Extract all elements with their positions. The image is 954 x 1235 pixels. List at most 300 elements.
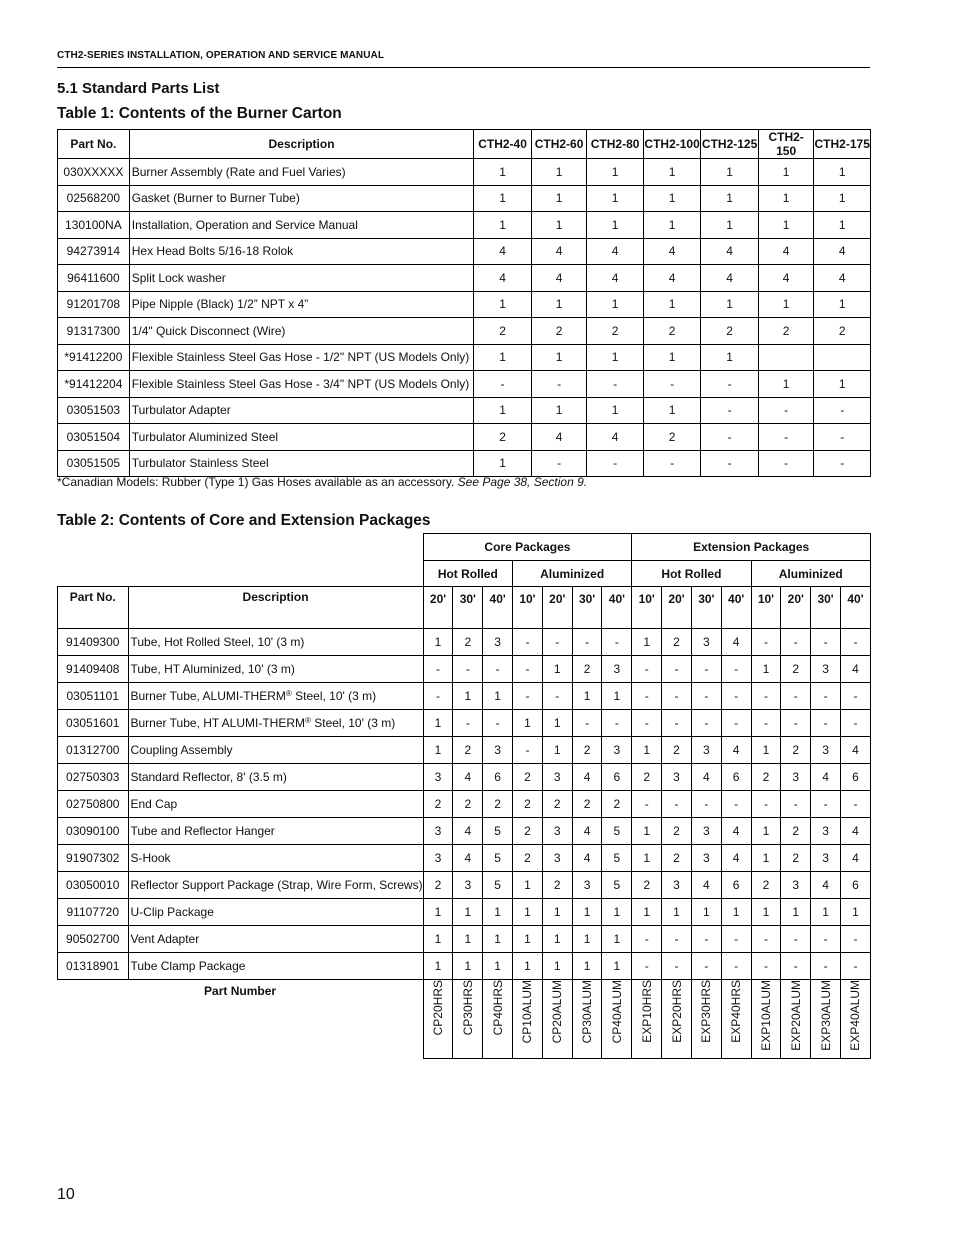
quantity: 1	[643, 159, 701, 186]
quantity: 5	[483, 845, 513, 872]
quantity: 1	[423, 953, 453, 980]
quantity: -	[751, 953, 781, 980]
quantity: 1	[542, 899, 572, 926]
part-number: 03051504	[58, 424, 130, 451]
package-part-number-text: EXP10ALUM	[758, 980, 773, 1051]
quantity: 2	[701, 318, 759, 345]
quantity: 1	[602, 683, 632, 710]
description: Hex Head Bolts 5/16-18 Rolok	[129, 238, 474, 265]
quantity: 1	[758, 159, 814, 186]
quantity: -	[632, 791, 662, 818]
quantity: 1	[587, 344, 644, 371]
quantity: 1	[701, 185, 759, 212]
quantity: 1	[662, 899, 692, 926]
quantity: 4	[721, 845, 751, 872]
part-number: 03051503	[58, 397, 130, 424]
quantity: 1	[751, 656, 781, 683]
quantity: 2	[632, 764, 662, 791]
description: Burner Assembly (Rate and Fuel Varies)	[129, 159, 474, 186]
package-part-number-text: EXP40ALUM	[848, 980, 863, 1051]
length-header: 40'	[602, 587, 632, 629]
quantity: 4	[531, 238, 587, 265]
quantity: 3	[691, 737, 721, 764]
quantity: 3	[811, 818, 841, 845]
table2-length-row	[58, 587, 871, 629]
table1-title: Table 1: Contents of the Burner Carton	[57, 105, 342, 122]
package-part-number-text: EXP30HRS	[699, 980, 714, 1043]
quantity: -	[513, 737, 543, 764]
quantity: 1	[423, 899, 453, 926]
table-row	[58, 424, 871, 451]
part-number: 91907302	[58, 845, 129, 872]
quantity: -	[814, 450, 871, 477]
quantity: 2	[662, 845, 692, 872]
description-text: Standard Reflector, 8' (3.5 m)	[130, 770, 287, 784]
table1-col-header: CTH2-100	[643, 130, 701, 159]
table-row	[58, 656, 871, 683]
description-text: U-Clip Package	[130, 905, 214, 919]
description	[128, 710, 423, 737]
quantity: -	[751, 683, 781, 710]
quantity: 2	[643, 424, 701, 451]
quantity: -	[423, 683, 453, 710]
part-number: 03050010	[58, 872, 129, 899]
quantity: 2	[453, 791, 483, 818]
description-tail: Steel, 10' (3 m)	[310, 716, 396, 730]
quantity: 6	[721, 872, 751, 899]
quantity: 2	[781, 818, 811, 845]
quantity: -	[758, 397, 814, 424]
package-part-number	[602, 980, 632, 1059]
description-text: S-Hook	[130, 851, 171, 865]
quantity: -	[811, 926, 841, 953]
part-number: *91412204	[58, 371, 130, 398]
quantity: 2	[513, 764, 543, 791]
quantity: 3	[691, 818, 721, 845]
length-header: 10'	[632, 587, 662, 629]
quantity: 1	[474, 212, 532, 239]
registered-mark: ®	[285, 689, 292, 698]
package-part-number	[721, 980, 751, 1059]
quantity: 2	[751, 764, 781, 791]
quantity: 1	[453, 926, 483, 953]
description-text: Reflector Support Package (Strap, Wire Form, Screws)	[130, 878, 423, 892]
description: Pipe Nipple (Black) 1/2” NPT x 4”	[129, 291, 474, 318]
quantity: -	[474, 371, 532, 398]
quantity: 2	[814, 318, 871, 345]
length-header: 30'	[691, 587, 721, 629]
quantity: -	[814, 397, 871, 424]
running-header-text: CTH2-SERIES INSTALLATION, OPERATION AND SERVICE MANUAL	[57, 50, 385, 61]
description-header: Description	[128, 587, 423, 629]
package-part-number	[513, 980, 543, 1059]
description: 1/4" Quick Disconnect (Wire)	[129, 318, 474, 345]
quantity: 1	[474, 159, 532, 186]
quantity: 1	[814, 185, 871, 212]
quantity: 2	[662, 737, 692, 764]
table-row	[58, 899, 871, 926]
package-part-number-text: CP40HRS	[490, 980, 505, 1036]
quantity: -	[602, 629, 632, 656]
quantity: 4	[453, 845, 483, 872]
quantity: 1	[531, 397, 587, 424]
table1-col-header: Description	[129, 130, 474, 159]
table1-col-header: CTH2-80	[587, 130, 644, 159]
quantity: -	[453, 656, 483, 683]
quantity: 1	[643, 344, 701, 371]
quantity: 1	[453, 953, 483, 980]
package-part-number	[483, 980, 513, 1059]
description-text: Tube Clamp Package	[130, 959, 246, 973]
quantity: 1	[701, 212, 759, 239]
quantity: 4	[701, 265, 759, 292]
quantity: 1	[814, 212, 871, 239]
quantity: 5	[602, 845, 632, 872]
core-packages-header: Core Packages	[423, 534, 632, 561]
quantity: 1	[542, 926, 572, 953]
quantity: 1	[474, 397, 532, 424]
quantity: 1	[572, 683, 602, 710]
burner-carton-table	[57, 129, 871, 477]
length-header: 10'	[751, 587, 781, 629]
description-tail: Steel, 10' (3 m)	[291, 689, 377, 703]
quantity: -	[840, 953, 870, 980]
table1-col-header: CTH2-150	[758, 130, 814, 159]
description-text: Burner Tube, HT ALUMI-THERM	[130, 716, 305, 730]
quantity: -	[662, 683, 692, 710]
description-text: Coupling Assembly	[130, 743, 233, 757]
quantity: -	[811, 791, 841, 818]
quantity: 1	[513, 953, 543, 980]
quantity: 1	[632, 818, 662, 845]
table-row	[58, 318, 871, 345]
quantity: 2	[531, 318, 587, 345]
description-text: End Cap	[130, 797, 178, 811]
quantity: 3	[691, 845, 721, 872]
quantity: 1	[587, 159, 644, 186]
length-header: 40'	[840, 587, 870, 629]
length-header: 20'	[781, 587, 811, 629]
quantity: 1	[811, 899, 841, 926]
quantity: -	[572, 629, 602, 656]
part-number: *91412200	[58, 344, 130, 371]
table-row	[58, 764, 871, 791]
quantity: -	[781, 953, 811, 980]
table-row	[58, 791, 871, 818]
quantity: 1	[632, 899, 662, 926]
table-row	[58, 291, 871, 318]
quantity: 1	[751, 899, 781, 926]
quantity: -	[840, 629, 870, 656]
quantity: 1	[531, 344, 587, 371]
quantity: 1	[513, 899, 543, 926]
quantity: -	[781, 926, 811, 953]
table1-body	[58, 159, 871, 477]
quantity: 4	[721, 737, 751, 764]
quantity: 2	[542, 791, 572, 818]
quantity: -	[840, 926, 870, 953]
quantity: 1	[632, 845, 662, 872]
table-row	[58, 265, 871, 292]
quantity: 4	[587, 424, 644, 451]
description	[128, 845, 423, 872]
part-number: 01318901	[58, 953, 129, 980]
quantity: 6	[602, 764, 632, 791]
table-row	[58, 818, 871, 845]
quantity: 3	[662, 872, 692, 899]
part-number: 91107720	[58, 899, 129, 926]
package-part-number	[691, 980, 721, 1059]
quantity: 1	[814, 291, 871, 318]
quantity: -	[691, 926, 721, 953]
quantity: 5	[483, 872, 513, 899]
quantity: -	[691, 791, 721, 818]
quantity: 3	[811, 737, 841, 764]
description: Turbulator Stainless Steel	[129, 450, 474, 477]
quantity: 2	[513, 791, 543, 818]
quantity: 1	[483, 683, 513, 710]
table-row	[58, 212, 871, 239]
length-header: 40'	[721, 587, 751, 629]
quantity: 2	[453, 737, 483, 764]
quantity: 3	[542, 845, 572, 872]
quantity: 4	[572, 818, 602, 845]
length-header: 30'	[453, 587, 483, 629]
quantity: 1	[781, 899, 811, 926]
quantity: 2	[602, 791, 632, 818]
quantity: -	[542, 683, 572, 710]
ext-aluminized-header: Aluminized	[751, 561, 870, 587]
description-text: Tube, Hot Rolled Steel, 10' (3 m)	[130, 635, 305, 649]
quantity: 1	[751, 737, 781, 764]
package-part-number	[453, 980, 483, 1059]
description	[128, 872, 423, 899]
quantity: -	[632, 953, 662, 980]
quantity: 1	[453, 899, 483, 926]
quantity: 3	[691, 629, 721, 656]
description-text: Vent Adapter	[130, 932, 200, 946]
description: Flexible Stainless Steel Gas Hose - 1/2" NPT (US Models Only)	[129, 344, 474, 371]
table1-col-header: CTH2-125	[701, 130, 759, 159]
table1-footnote	[57, 475, 587, 489]
quantity: 1	[423, 926, 453, 953]
table2-material-row	[58, 561, 871, 587]
quantity: 1	[701, 159, 759, 186]
table1-col-header: CTH2-60	[531, 130, 587, 159]
table-row	[58, 185, 871, 212]
quantity: -	[513, 683, 543, 710]
quantity: -	[531, 371, 587, 398]
quantity: 1	[721, 899, 751, 926]
quantity: 3	[781, 872, 811, 899]
blank-cell	[58, 561, 424, 587]
quantity	[758, 344, 814, 371]
quantity: 2	[572, 656, 602, 683]
package-part-number-text: EXP10HRS	[639, 980, 654, 1043]
quantity: 4	[814, 265, 871, 292]
quantity: 4	[840, 845, 870, 872]
quantity: -	[662, 926, 692, 953]
quantity: 5	[602, 872, 632, 899]
quantity: -	[751, 791, 781, 818]
part-number: 130100NA	[58, 212, 130, 239]
package-part-number-text: EXP40HRS	[729, 980, 744, 1043]
package-part-number	[423, 980, 453, 1059]
quantity: -	[453, 710, 483, 737]
quantity: 4	[811, 764, 841, 791]
quantity: -	[811, 710, 841, 737]
quantity: 1	[513, 926, 543, 953]
length-header: 30'	[811, 587, 841, 629]
quantity: 1	[542, 737, 572, 764]
quantity: -	[587, 371, 644, 398]
package-part-number	[751, 980, 781, 1059]
quantity: 3	[662, 764, 692, 791]
quantity: -	[811, 683, 841, 710]
quantity: -	[721, 791, 751, 818]
quantity: 1	[632, 629, 662, 656]
package-part-number	[781, 980, 811, 1059]
quantity: -	[662, 656, 692, 683]
quantity: -	[811, 629, 841, 656]
package-part-number-text: CP30ALUM	[580, 980, 595, 1044]
package-part-number	[542, 980, 572, 1059]
description: Turbulator Adapter	[129, 397, 474, 424]
description	[128, 683, 423, 710]
quantity: 4	[531, 424, 587, 451]
quantity: -	[662, 791, 692, 818]
quantity: 1	[531, 185, 587, 212]
core-extension-table	[57, 533, 871, 1059]
quantity: 4	[840, 656, 870, 683]
quantity: -	[572, 710, 602, 737]
quantity: 1	[751, 818, 781, 845]
quantity: -	[811, 953, 841, 980]
quantity: -	[691, 953, 721, 980]
table1-col-header: CTH2-40	[474, 130, 532, 159]
package-part-number	[840, 980, 870, 1059]
quantity: -	[662, 710, 692, 737]
quantity: 1	[474, 185, 532, 212]
footnote-reference: See Page 38, Section 9.	[457, 475, 588, 489]
quantity: 2	[587, 318, 644, 345]
table-row	[58, 629, 871, 656]
quantity: 4	[691, 872, 721, 899]
package-part-number-text: CP30HRS	[460, 980, 475, 1036]
table-row	[58, 872, 871, 899]
quantity: -	[691, 656, 721, 683]
quantity: -	[701, 371, 759, 398]
quantity: -	[423, 656, 453, 683]
part-number: 02750800	[58, 791, 129, 818]
part-number: 91317300	[58, 318, 130, 345]
description	[128, 818, 423, 845]
quantity: 4	[453, 764, 483, 791]
quantity: 4	[758, 265, 814, 292]
section-title: 5.1 Standard Parts List	[57, 80, 220, 97]
quantity: 4	[643, 265, 701, 292]
part-no-header: Part No.	[58, 587, 129, 629]
table-row	[58, 926, 871, 953]
header-divider	[57, 67, 870, 68]
quantity: 1	[643, 212, 701, 239]
quantity: 3	[572, 872, 602, 899]
table-row	[58, 683, 871, 710]
quantity: 4	[587, 265, 644, 292]
length-header: 30'	[572, 587, 602, 629]
quantity: -	[643, 371, 701, 398]
table1-header-row	[58, 130, 871, 159]
quantity: 1	[632, 737, 662, 764]
description	[128, 656, 423, 683]
quantity: 1	[531, 291, 587, 318]
quantity: 1	[531, 212, 587, 239]
package-part-number-text: CP40ALUM	[609, 980, 624, 1044]
quantity: 1	[701, 344, 759, 371]
quantity: 2	[474, 424, 532, 451]
quantity: 1	[513, 872, 543, 899]
quantity: 4	[758, 238, 814, 265]
quantity: 1	[701, 291, 759, 318]
description: Gasket (Burner to Burner Tube)	[129, 185, 474, 212]
quantity: -	[721, 926, 751, 953]
quantity: 4	[572, 845, 602, 872]
quantity: 4	[474, 238, 532, 265]
quantity: 4	[701, 238, 759, 265]
quantity: -	[691, 710, 721, 737]
quantity: -	[632, 926, 662, 953]
length-header: 20'	[423, 587, 453, 629]
quantity: 1	[423, 629, 453, 656]
part-number-label: Part Number	[204, 984, 277, 998]
quantity: -	[781, 683, 811, 710]
quantity: 3	[483, 629, 513, 656]
quantity: 1	[751, 845, 781, 872]
quantity: 1	[587, 291, 644, 318]
running-header	[57, 50, 384, 61]
quantity: 1	[587, 185, 644, 212]
quantity: -	[840, 710, 870, 737]
quantity: 2	[758, 318, 814, 345]
quantity: -	[602, 710, 632, 737]
quantity: -	[781, 791, 811, 818]
quantity: 2	[513, 818, 543, 845]
description-text: Tube and Reflector Hanger	[130, 824, 275, 838]
quantity: 4	[840, 818, 870, 845]
quantity: 1	[483, 953, 513, 980]
quantity: 1	[643, 185, 701, 212]
core-hot-rolled-header: Hot Rolled	[423, 561, 512, 587]
package-part-number-text: CP20ALUM	[550, 980, 565, 1044]
quantity: 4	[840, 737, 870, 764]
quantity: 3	[423, 818, 453, 845]
quantity: 3	[483, 737, 513, 764]
quantity: 2	[662, 818, 692, 845]
table-row	[58, 371, 871, 398]
package-part-number-text: CP10ALUM	[520, 980, 535, 1044]
part-number: 03051601	[58, 710, 129, 737]
part-number: 94273914	[58, 238, 130, 265]
table-row	[58, 450, 871, 477]
quantity: -	[632, 656, 662, 683]
quantity: -	[840, 791, 870, 818]
quantity: 1	[474, 344, 532, 371]
description	[128, 926, 423, 953]
quantity: 4	[814, 238, 871, 265]
quantity: 2	[781, 737, 811, 764]
quantity: 4	[811, 872, 841, 899]
blank-cell	[58, 534, 424, 561]
